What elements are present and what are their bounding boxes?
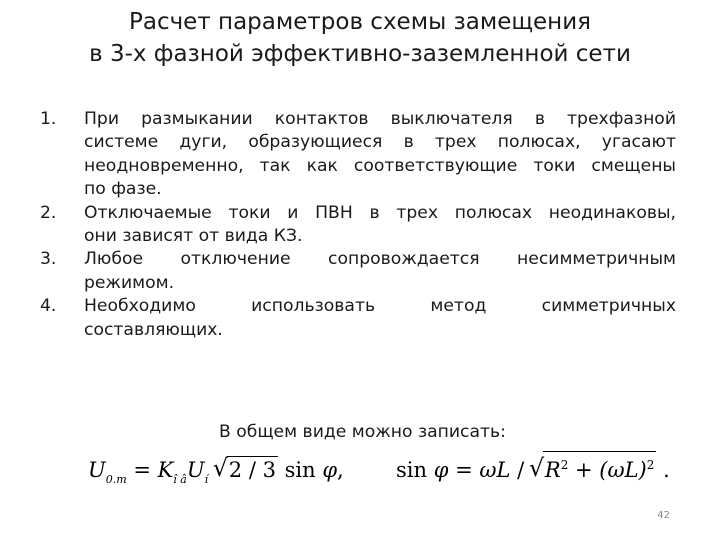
page-number: 42 xyxy=(657,510,670,521)
list-line: по фазе. xyxy=(84,179,162,200)
formula-symbol: ωL xyxy=(479,458,511,482)
list-item-number: 2. xyxy=(40,202,57,223)
formula-subscript: í xyxy=(204,473,209,486)
formula-subscript: î â xyxy=(173,473,187,486)
list-line: Любое отключение сопровождается несимметричным xyxy=(84,249,676,270)
list-line: При размыкании контактов выключателя в трехфазной xyxy=(84,109,676,129)
formula-symbol: φ xyxy=(322,458,338,482)
formula-symbol: U xyxy=(186,458,205,482)
title-line-1: Расчет параметров схемы замещения xyxy=(128,9,591,35)
list-line: системе дуги, образующиеся в трех полюсах, угасают xyxy=(84,132,676,153)
list-line: режимом. xyxy=(84,272,175,293)
formula-symbol: U xyxy=(88,458,106,482)
list-item xyxy=(40,248,676,295)
list-line: неодновременно, так как соответствующие токи смещены xyxy=(84,155,676,176)
numbered-list xyxy=(40,108,676,342)
summary-text: В общем виде можно записать: xyxy=(219,422,506,442)
list-item-number: 4. xyxy=(40,296,57,317)
list-line: составляющих. xyxy=(84,319,223,340)
formula-operator: / xyxy=(510,458,531,482)
formula-punctuation: , xyxy=(337,458,344,482)
sqrt-radicand xyxy=(543,451,657,483)
slide-title xyxy=(0,6,720,70)
list-item xyxy=(40,202,676,249)
list-line: Отключаемые токи и ПВН в трех полюсах неодинаковы, xyxy=(84,202,676,223)
formula-sine xyxy=(396,446,670,494)
formula-operator: = xyxy=(126,458,158,482)
formula-symbol: φ xyxy=(433,458,449,482)
list-item xyxy=(40,295,676,342)
list-item-number: 1. xyxy=(40,109,57,129)
list-item-number: 3. xyxy=(40,249,57,270)
formula-operator: + xyxy=(568,458,600,482)
formula-punctuation: . xyxy=(656,458,670,482)
formula-function: sin xyxy=(277,458,323,482)
formula-symbol: K xyxy=(157,458,174,482)
title-line-2: в 3-х фазной эффективно-заземленной сети xyxy=(89,41,631,67)
formula-function: sin xyxy=(396,458,434,482)
formula-symbol: (ωL) xyxy=(599,458,647,482)
sqrt-radicand: 2 / 3 xyxy=(228,458,276,482)
sqrt-expression: √ 2 / 3 xyxy=(212,454,276,482)
list-line: они зависят от вида КЗ. xyxy=(84,226,303,247)
formula-subscript: 0.m xyxy=(105,473,127,486)
formula-exponent: 2 xyxy=(646,458,655,472)
list-line: Необходимо использовать метод симметричных xyxy=(84,296,676,317)
formula-exponent: 2 xyxy=(560,458,569,472)
list-item xyxy=(40,108,676,202)
formula-operator: = xyxy=(448,458,480,482)
formula-voltage xyxy=(88,446,344,494)
sqrt-expression: √ $R^2 + (\omega L)^2$ xyxy=(531,446,657,494)
formula-symbol: R xyxy=(544,458,561,482)
